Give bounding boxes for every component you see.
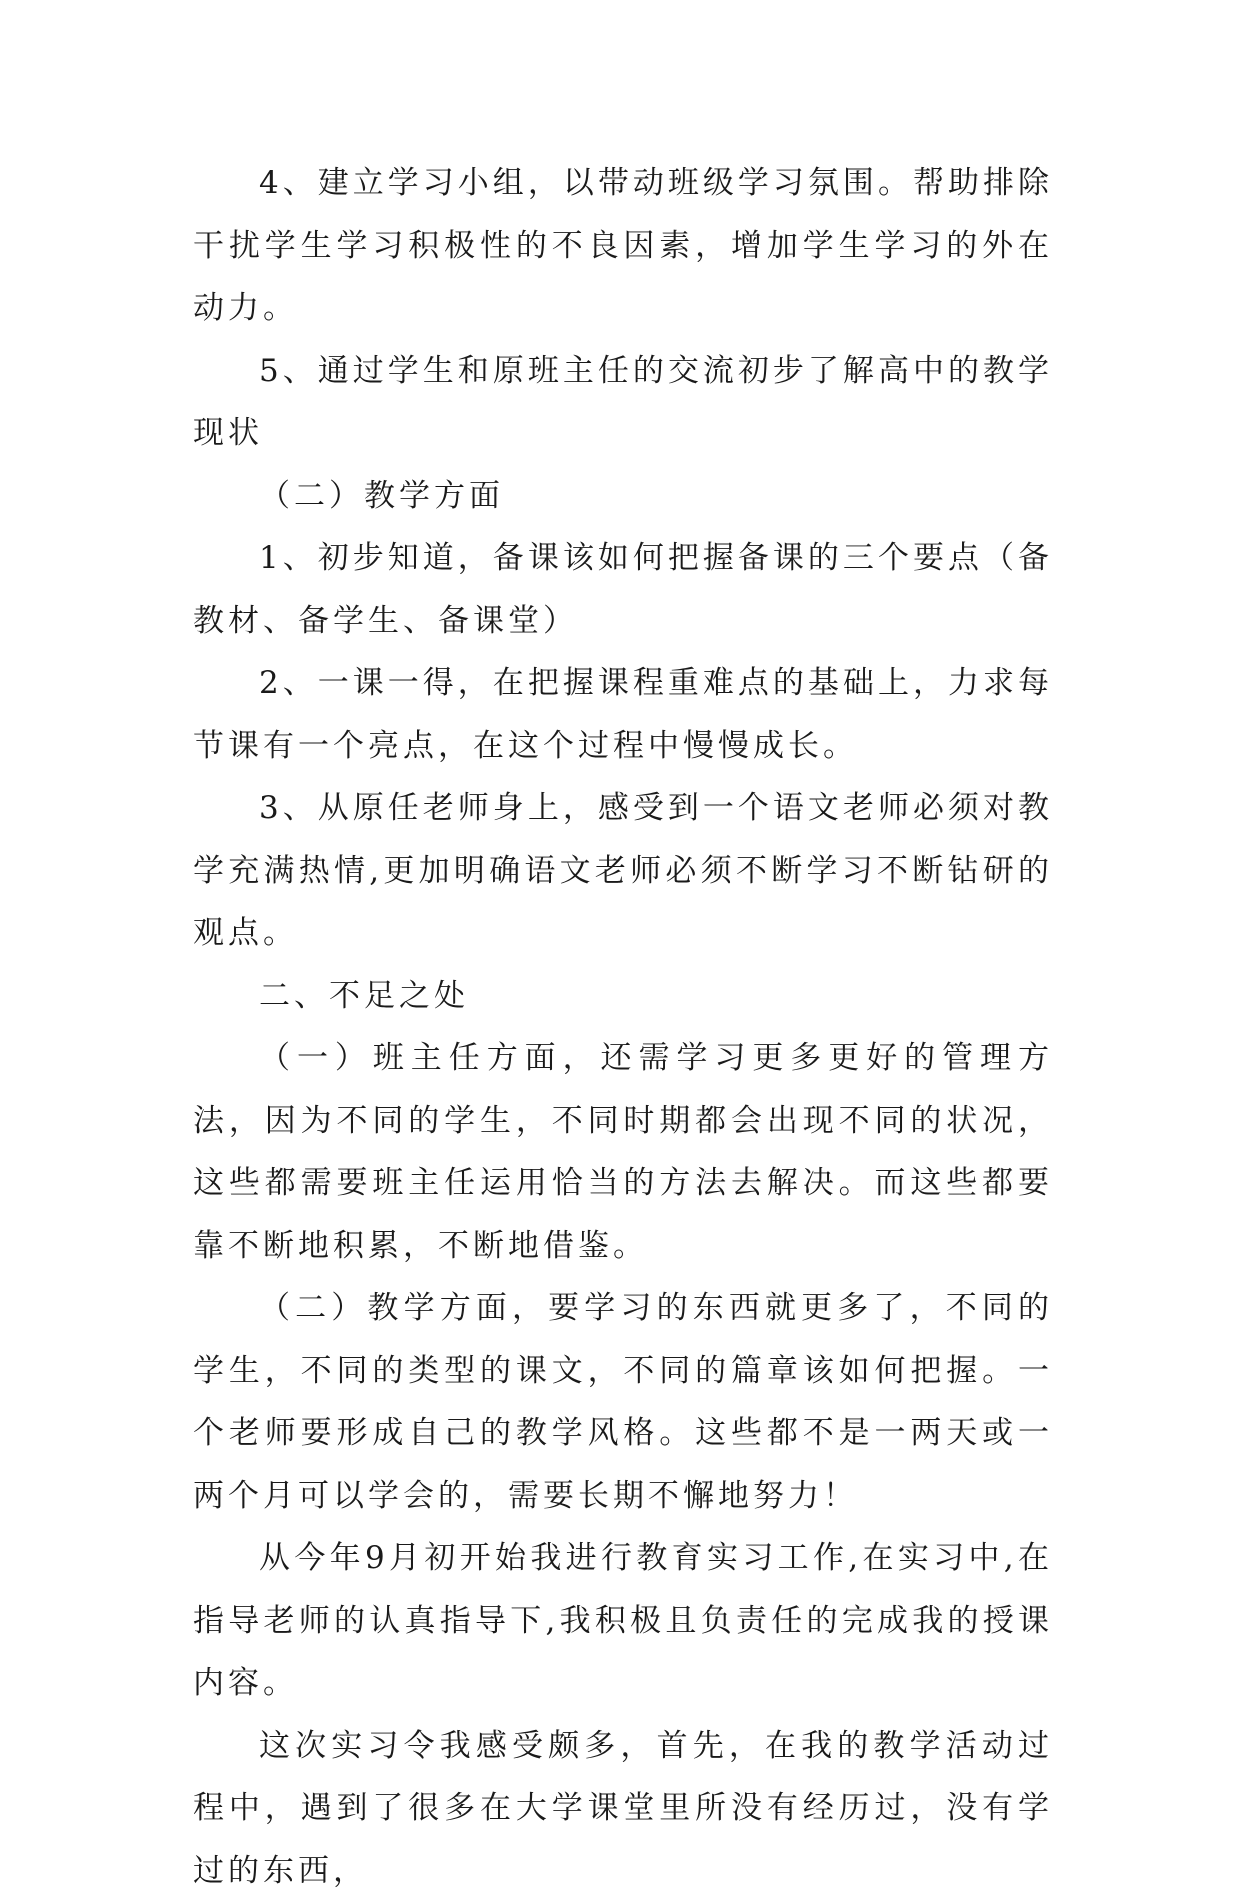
- paragraph-passion: 3、从原任老师身上，感受到一个语文老师必须对教学充满热情,更加明确语文老师必须不断学习不断钻研的观点。: [193, 777, 1053, 965]
- paragraph-internship-start: 从今年9月初开始我进行教育实习工作,在实习中,在指导老师的认真指导下,我积极且负责任的完成我的授课内容。: [193, 1527, 1053, 1715]
- paragraph-teaching-shortcomings: （二）教学方面，要学习的东西就更多了，不同的学生，不同的类型的课文，不同的篇章该如何把握。一个老师要形成自己的教学风格。这些都不是一两天或一两个月可以学会的，需要长期不懈地努力！: [193, 1277, 1053, 1527]
- paragraph-internship-reflection: 这次实习令我感受颇多，首先，在我的教学活动过程中，遇到了很多在大学课堂里所没有经历过，没有学过的东西，: [193, 1715, 1053, 1902]
- section-heading-teaching: （二）教学方面: [193, 465, 1053, 528]
- section-heading-shortcomings: 二、不足之处: [193, 965, 1053, 1028]
- paragraph-teaching-status: 5、通过学生和原班主任的交流初步了解高中的教学现状: [193, 340, 1053, 465]
- document-body: [193, 152, 1053, 1902]
- paragraph-class-management: （一）班主任方面，还需学习更多更好的管理方法，因为不同的学生，不同时期都会出现不同的状况，这些都需要班主任运用恰当的方法去解决。而这些都要靠不断地积累，不断地借鉴。: [193, 1027, 1053, 1277]
- paragraph-lesson-prep: 1、初步知道，备课该如何把握备课的三个要点（备教材、备学生、备课堂）: [193, 527, 1053, 652]
- paragraph-one-lesson-one-gain: 2、一课一得，在把握课程重难点的基础上，力求每节课有一个亮点，在这个过程中慢慢成长。: [193, 652, 1053, 777]
- paragraph-study-groups: 4、建立学习小组，以带动班级学习氛围。帮助排除干扰学生学习积极性的不良因素，增加学生学习的外在动力。: [193, 152, 1053, 340]
